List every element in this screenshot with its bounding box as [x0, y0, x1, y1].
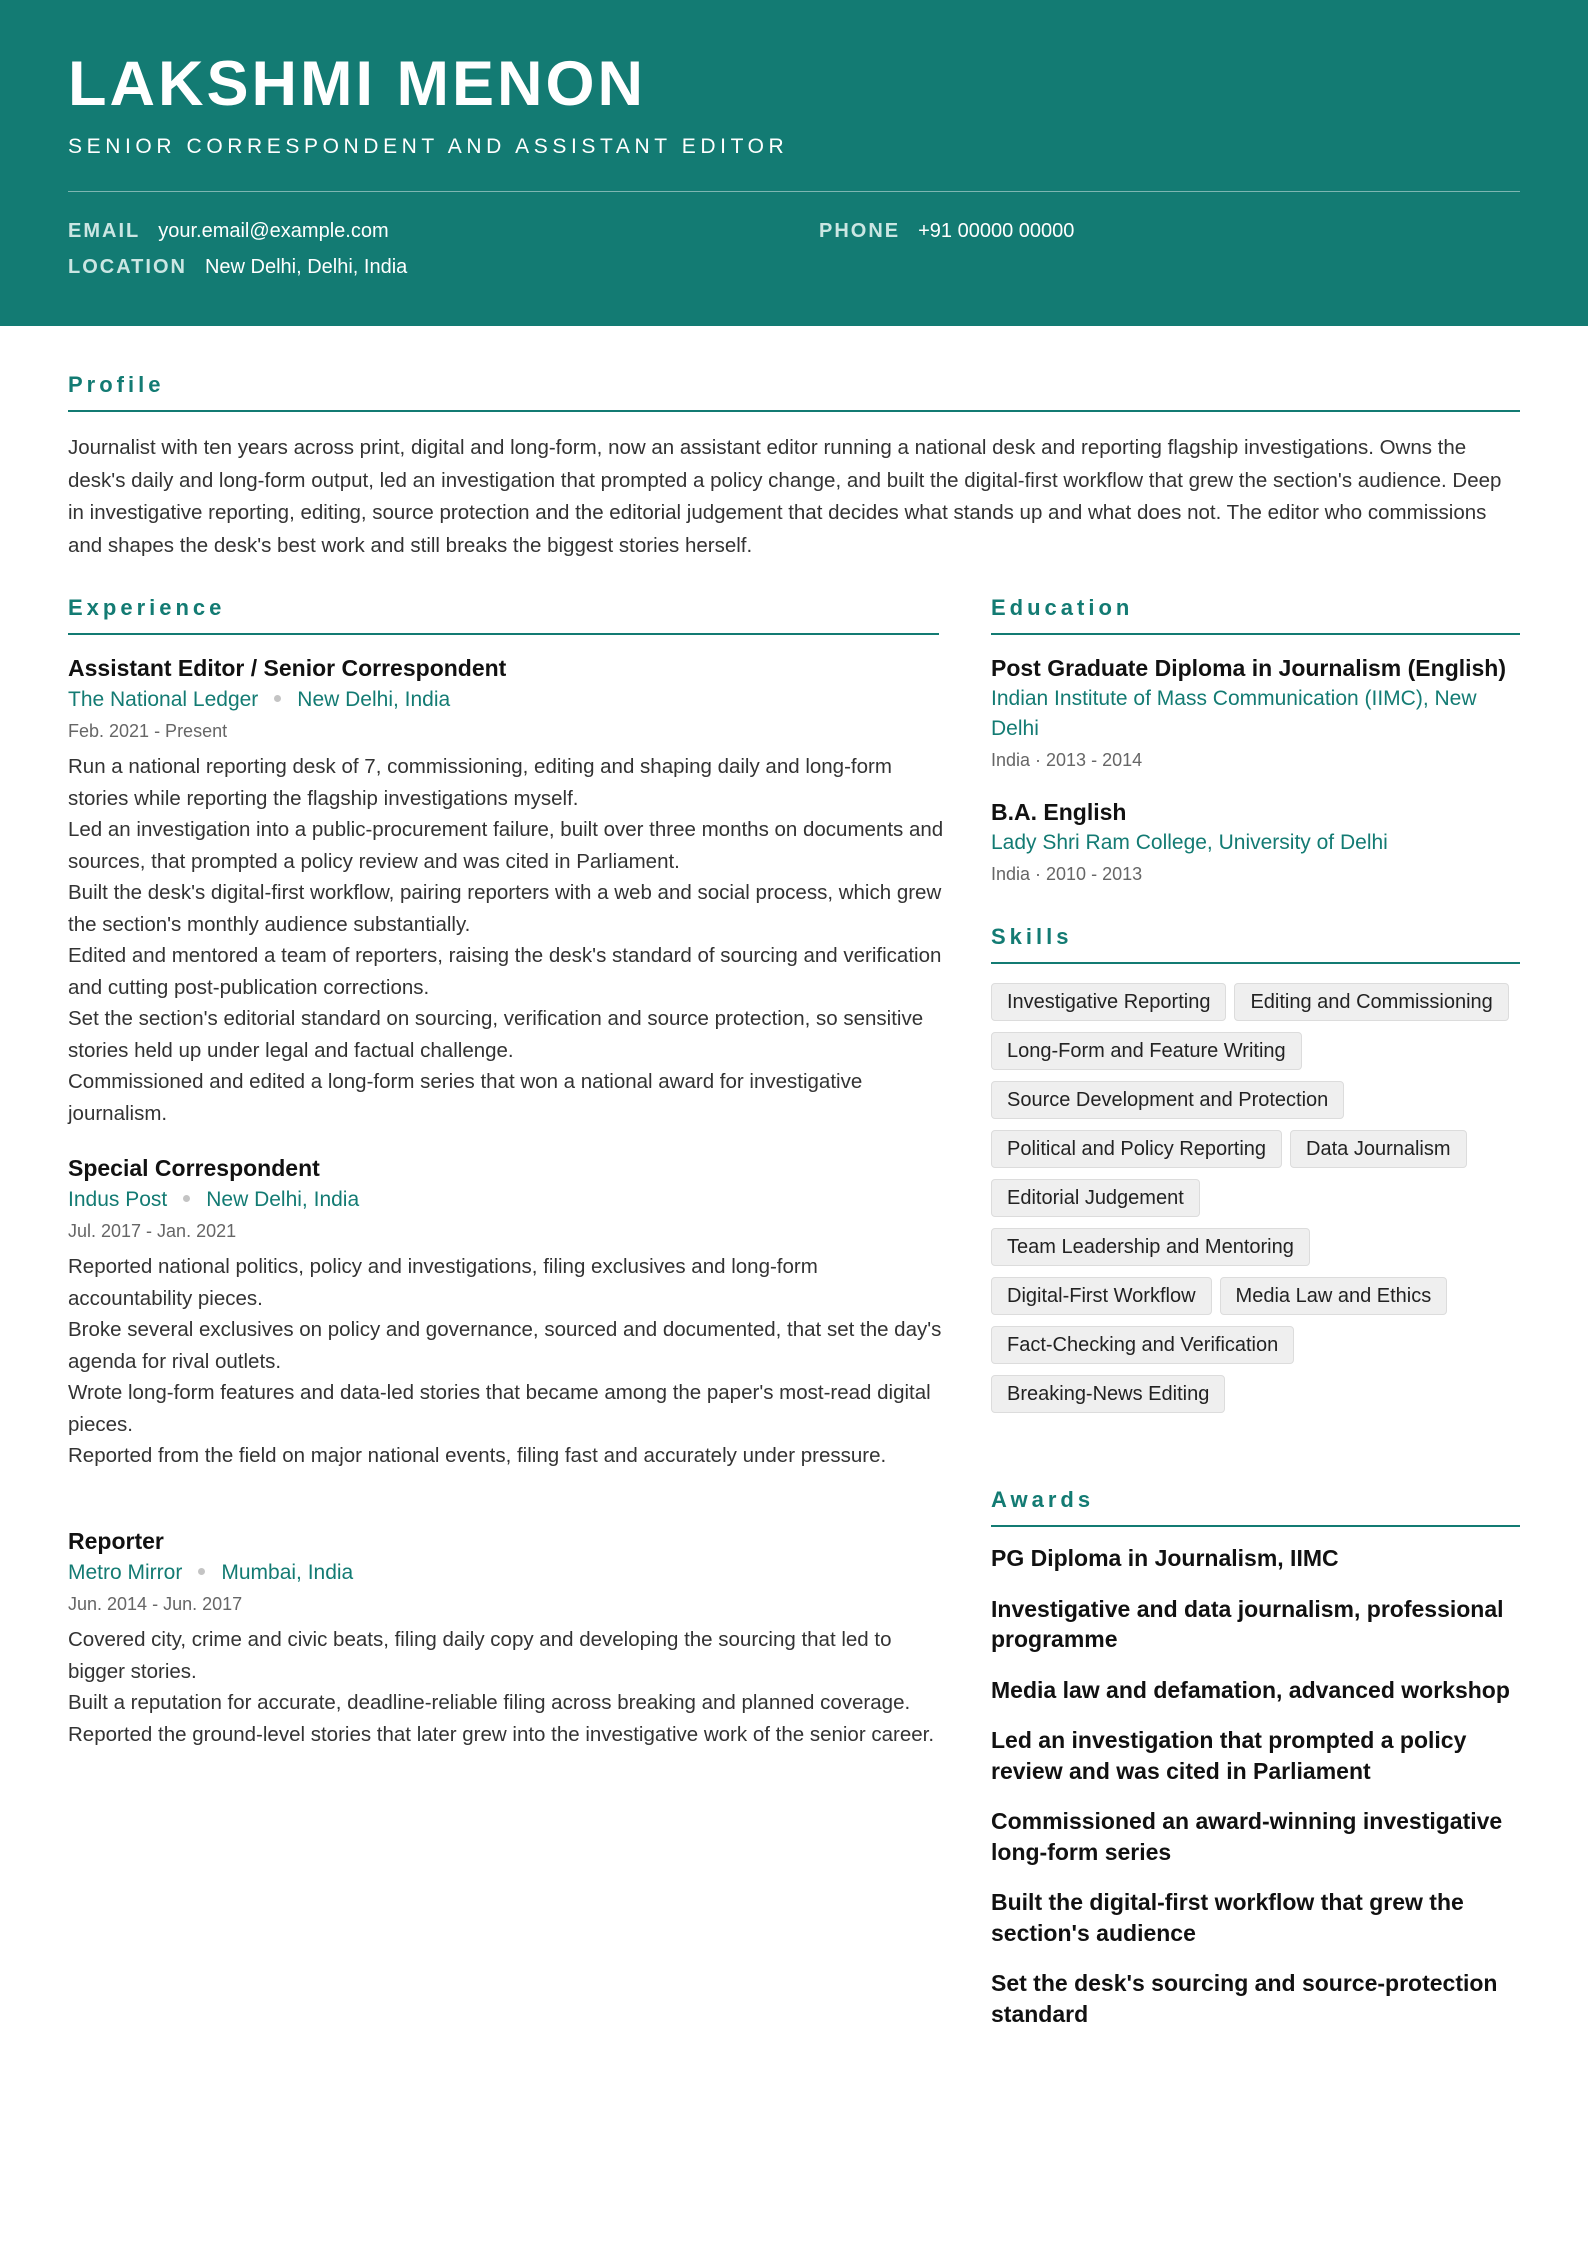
profile-heading: Profile	[68, 372, 165, 397]
separator-dot	[274, 695, 281, 702]
experience-item	[68, 652, 946, 1129]
profile-rule	[68, 410, 1520, 412]
skills-rule	[991, 962, 1520, 964]
education-degree: B.A. English	[991, 799, 1127, 825]
email-label: EMAIL	[68, 220, 141, 242]
contact-location	[68, 254, 407, 280]
skill-chip: Digital-First Workflow	[991, 1277, 1212, 1315]
job-bullet: Built the desk's digital-first workflow, pairing reporters with a web and social process, which grew the section's monthly audience substantially.	[68, 881, 942, 936]
skill-chip: Editing and Commissioning	[1234, 983, 1508, 1021]
education-item	[991, 796, 1520, 888]
education-rule	[991, 633, 1520, 635]
job-bullet: Wrote long-form features and data-led stories that became among the paper's most-read digital pieces.	[68, 1381, 931, 1436]
location-label: LOCATION	[68, 256, 187, 278]
separator-dot	[183, 1195, 190, 1202]
experience-item	[68, 1152, 946, 1472]
job-bullet: Reported the ground-level stories that later grew into the investigative work of the senior career.	[68, 1722, 935, 1746]
job-role: Special Correspondent	[68, 1155, 320, 1181]
job-location: New Delhi, India	[206, 1188, 360, 1211]
phone-label: PHONE	[819, 220, 901, 242]
contact-email	[68, 218, 389, 244]
location-value: New Delhi, Delhi, India	[204, 256, 408, 278]
skill-chip: Investigative Reporting	[991, 983, 1226, 1021]
job-bullet: Reported from the field on major national events, filing fast and accurately under pressure.	[68, 1444, 887, 1467]
job-role: Reporter	[68, 1528, 164, 1554]
award-item: PG Diploma in Journalism, IIMC	[991, 1545, 1339, 1571]
education-degree: Post Graduate Diploma in Journalism (English)	[991, 655, 1507, 681]
job-dates: Jun. 2014 - Jun. 2017	[68, 1594, 243, 1614]
award-item: Built the digital-first workflow that grew the section's audience	[991, 1889, 1464, 1946]
education-institution: Indian Institute of Mass Communication (IIMC), New Delhi	[991, 687, 1477, 740]
education-meta: India · 2013 - 2014	[991, 750, 1143, 770]
skills-heading: Skills	[991, 924, 1073, 949]
job-bullet: Reported national politics, policy and investigations, filing exclusives and long-form accountability pieces.	[68, 1255, 818, 1310]
skill-chip: Editorial Judgement	[991, 1179, 1200, 1217]
award-item: Led an investigation that prompted a policy review and was cited in Parliament	[991, 1727, 1467, 1784]
job-org: The National Ledger	[68, 688, 259, 711]
awards-rule	[991, 1525, 1520, 1527]
job-org: Metro Mirror	[68, 1561, 183, 1584]
award-item: Set the desk's sourcing and source-protection standard	[991, 1970, 1498, 2027]
job-bullet: Broke several exclusives on policy and governance, sourced and documented, that set the day's agenda for rival outlets.	[68, 1318, 942, 1373]
job-bullet: Built a reputation for accurate, deadline-reliable filing across breaking and planned coverage.	[68, 1691, 911, 1714]
education-meta: India · 2010 - 2013	[991, 864, 1143, 884]
job-dates: Feb. 2021 - Present	[68, 721, 228, 741]
profile-summary: Journalist with ten years across print, digital and long-form, now an assistant editor running a national desk and reporting flagship investigations. Owns the desk's daily and long-form output, led an investigation that prompted a policy change, and built the digital-first workflow that grew the section's audience. Deep in investigative reporting, editing, source protection and the editorial judgement that decides what stands up and what does not. The editor who commissions and shapes the desk's best work and still breaks the biggest stories herself.	[68, 436, 1502, 557]
experience-heading: Experience	[68, 595, 226, 620]
job-role: Assistant Editor / Senior Correspondent	[68, 655, 507, 681]
job-bullet: Covered city, crime and civic beats, filing daily copy and developing the sourcing that led to bigger stories.	[68, 1628, 892, 1683]
header-divider	[68, 191, 1520, 192]
job-bullet: Edited and mentored a team of reporters, raising the desk's standard of sourcing and verification and cutting post-publication corrections.	[68, 944, 942, 999]
skill-chip: Data Journalism	[1290, 1130, 1467, 1168]
skills-list	[991, 983, 1531, 1424]
separator-dot	[198, 1568, 205, 1575]
job-org-line	[68, 684, 946, 716]
email-value: your.email@example.com	[158, 220, 389, 242]
education-item	[991, 652, 1520, 774]
experience-item	[68, 1525, 946, 1750]
skill-chip: Political and Policy Reporting	[991, 1130, 1282, 1168]
job-location: Mumbai, India	[221, 1561, 354, 1584]
awards-heading: Awards	[991, 1487, 1095, 1512]
award-item: Commissioned an award-winning investigative long-form series	[991, 1808, 1503, 1865]
education-heading: Education	[991, 595, 1134, 620]
skill-chip: Media Law and Ethics	[1220, 1277, 1448, 1315]
job-bullet: Led an investigation into a public-procurement failure, built over three months on documents and sources, that prompted a policy review and was cited in Parliament.	[68, 818, 944, 873]
skill-chip: Team Leadership and Mentoring	[991, 1228, 1310, 1266]
phone-value: +91 00000 00000	[918, 220, 1075, 242]
experience-rule	[68, 633, 939, 635]
resume-header	[0, 0, 1588, 326]
job-org-line	[68, 1184, 946, 1216]
award-item: Investigative and data journalism, professional programme	[991, 1595, 1504, 1652]
job-org: Indus Post	[68, 1188, 168, 1211]
job-location: New Delhi, India	[297, 688, 451, 711]
job-bullet: Run a national reporting desk of 7, commissioning, editing and shaping daily and long-form stories while reporting the flagship investigations myself.	[68, 755, 892, 810]
job-dates: Jul. 2017 - Jan. 2021	[68, 1221, 237, 1241]
candidate-name: LAKSHMI MENON	[68, 49, 646, 119]
job-org-line	[68, 1557, 946, 1589]
education-institution: Lady Shri Ram College, University of Delhi	[991, 831, 1388, 854]
skill-chip: Breaking-News Editing	[991, 1375, 1225, 1413]
awards-list	[991, 1543, 1520, 2049]
candidate-title: SENIOR CORRESPONDENT AND ASSISTANT EDITOR	[68, 135, 789, 158]
job-bullet: Set the section's editorial standard on sourcing, verification and source protection, so sensitive stories held up under legal and factual challenge.	[68, 1007, 924, 1062]
skill-chip: Long-Form and Feature Writing	[991, 1032, 1302, 1070]
job-bullet: Commissioned and edited a long-form series that won a national award for investigative journalism.	[68, 1070, 863, 1125]
contact-phone	[819, 218, 1074, 244]
award-item: Media law and defamation, advanced workshop	[991, 1676, 1510, 1703]
skill-chip: Fact-Checking and Verification	[991, 1326, 1294, 1364]
skill-chip: Source Development and Protection	[991, 1081, 1344, 1119]
